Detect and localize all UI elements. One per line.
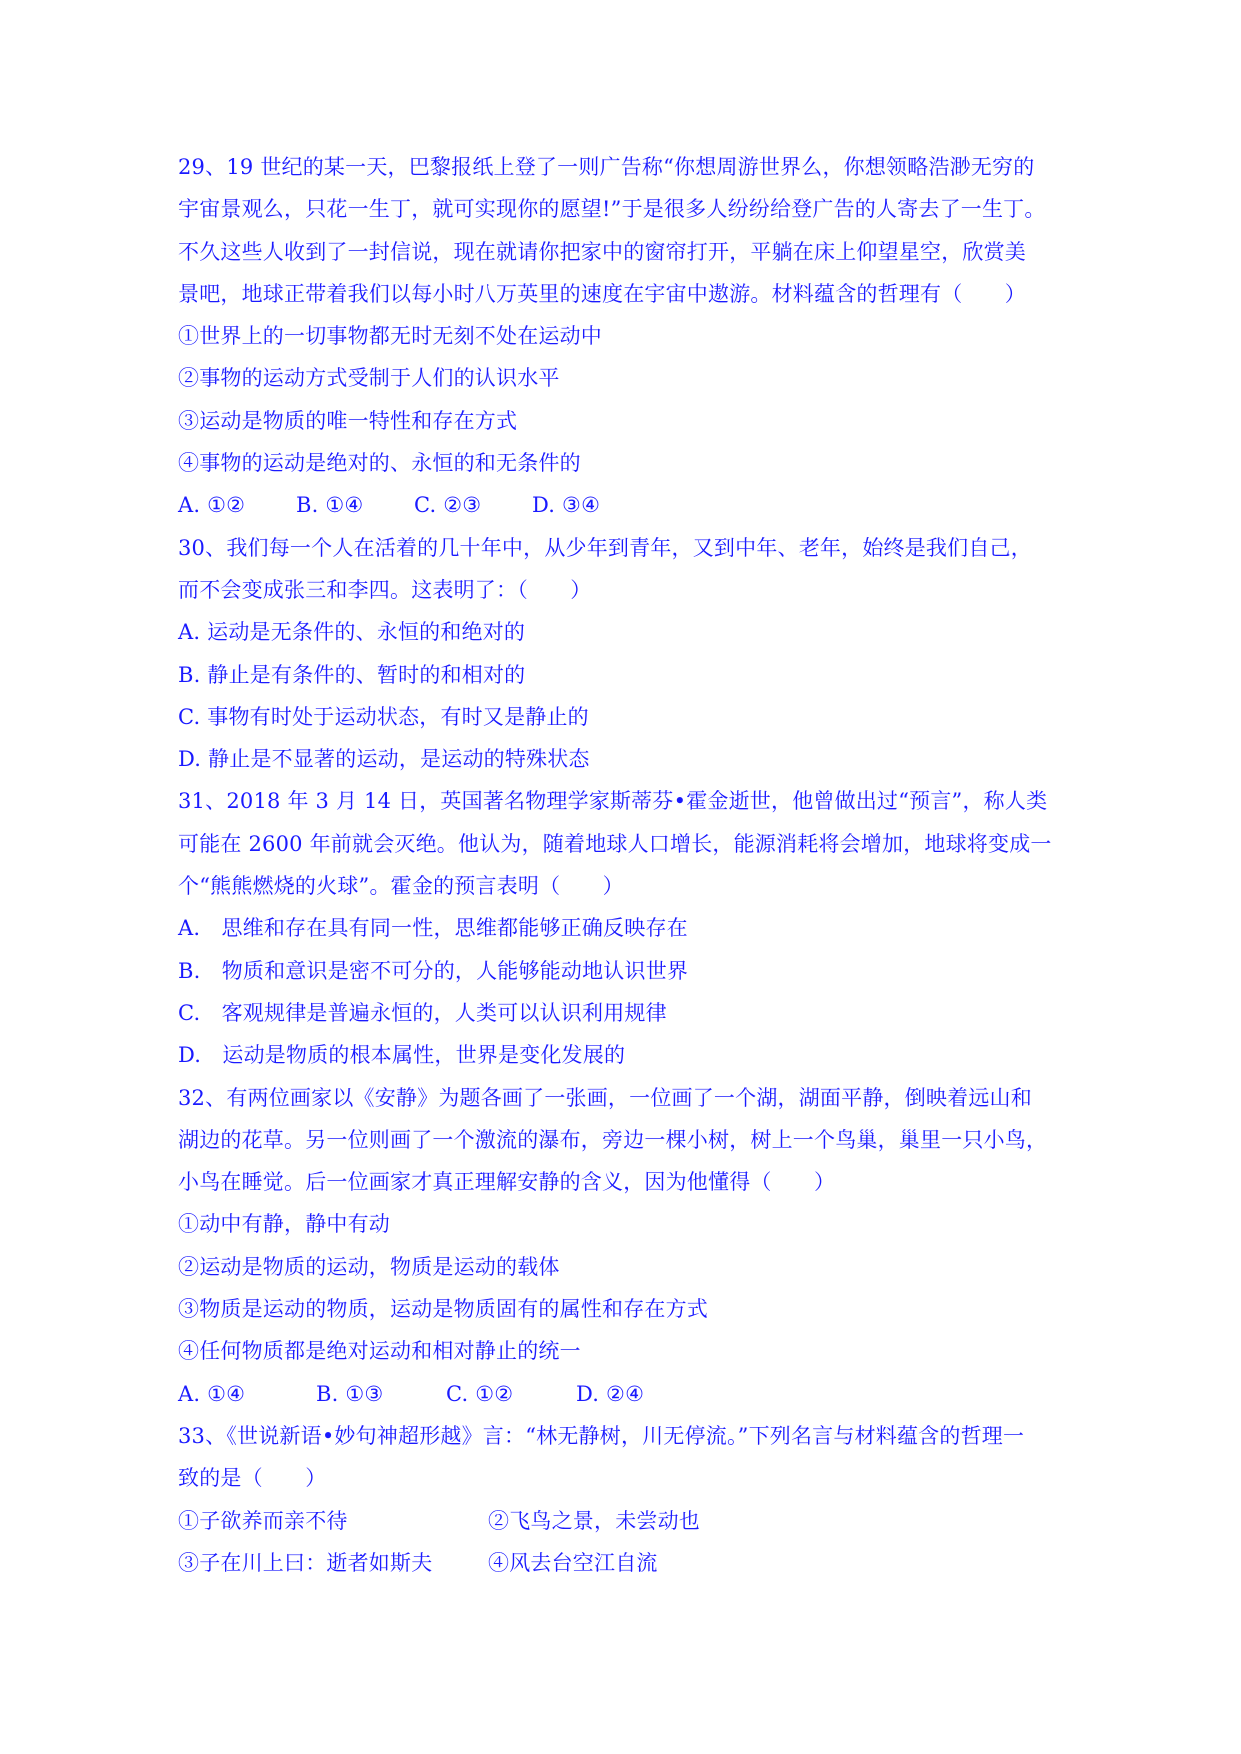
question-32-stem-line-3: 小鸟在睡觉。后一位画家才真正理解安静的含义，因为他懂得（ ） bbox=[178, 1170, 836, 1195]
question-33 bbox=[178, 1415, 1083, 1584]
question-33-statement-2: ②飞鸟之景，未尝动也 bbox=[488, 1508, 700, 1533]
question-30-stem-line-2: 而不会变成张三和李四。这表明了：（ ） bbox=[178, 577, 592, 602]
question-32-choice-d: D. ②④ bbox=[576, 1381, 645, 1406]
question-29-stem-line-1: 29、19 世纪的某一天，巴黎报纸上登了一则广告称“你想周游世界么，你想领略浩渺无穷的 bbox=[178, 155, 1035, 179]
question-33-statement-1: ①子欲养而亲不待 bbox=[178, 1508, 348, 1533]
question-29-stem-line-2: 宇宙景观么，只花一生丁，就可实现你的愿望!”于是很多人纷纷给登广告的人寄去了一生丁。 bbox=[178, 197, 1046, 222]
question-32-statement-3: ③物质是运动的物质，运动是物质固有的属性和存在方式 bbox=[178, 1297, 708, 1322]
question-31 bbox=[178, 780, 1083, 1076]
question-32-choice-b: B. ①③ bbox=[316, 1381, 384, 1406]
question-32-statement-4: ④任何物质都是绝对运动和相对静止的统一 bbox=[178, 1339, 581, 1364]
question-32-stem-line-2: 湖边的花草。另一位则画了一个激流的瀑布，旁边一棵小树，树上一个鸟巢，巢里一只小鸟， bbox=[178, 1127, 1048, 1152]
question-32-statement-1: ①动中有静，静中有动 bbox=[178, 1212, 390, 1237]
question-29-choice-b: B. ①④ bbox=[296, 493, 364, 518]
question-30-choice-a: A. 运动是无条件的、永恒的和绝对的 bbox=[178, 620, 526, 645]
question-32-statement-2: ②运动是物质的运动，物质是运动的载体 bbox=[178, 1254, 560, 1279]
question-29-choice-a: A. ①② bbox=[178, 493, 246, 518]
question-31-choice-c: C. 客观规律是普遍永恒的，人类可以认识利用规律 bbox=[178, 1000, 667, 1025]
question-29-answer-choices bbox=[178, 484, 1083, 526]
question-30-choice-c: C. 事物有时处于运动状态，有时又是静止的 bbox=[178, 704, 589, 729]
question-31-stem-line-2: 可能在 2600 年前就会灭绝。他认为，随着地球人口增长，能源消耗将会增加，地球将变成一 bbox=[178, 831, 1052, 856]
question-31-choice-d: D. 运动是物质的根本属性，世界是变化发展的 bbox=[178, 1043, 626, 1068]
question-33-stem-line-1: 33、《世说新语•妙句神超形越》言：“林无静树，川无停流。”下列名言与材料蕴含的哲理一 bbox=[178, 1423, 1025, 1448]
question-32-choice-c: C. ①② bbox=[446, 1381, 514, 1406]
question-29 bbox=[178, 146, 1083, 527]
question-29-statement-4: ④事物的运动是绝对的、永恒的和无条件的 bbox=[178, 451, 581, 476]
question-29-choice-d: D. ③④ bbox=[532, 493, 601, 518]
question-30-stem-line-1: 30、我们每一个人在活着的几十年中，从少年到青年，又到中年、老年，始终是我们自己， bbox=[178, 535, 1032, 560]
question-31-choice-b: B. 物质和意识是密不可分的，人能够能动地认识世界 bbox=[178, 958, 689, 983]
question-31-stem-line-3: 个“熊熊燃烧的火球”。霍金的预言表明（ ） bbox=[178, 874, 624, 899]
question-31-choice-a: A. 思维和存在具有同一性，思维都能够正确反映存在 bbox=[178, 916, 688, 941]
question-33-statement-3: ③子在川上曰：逝者如斯夫 bbox=[178, 1550, 433, 1575]
question-30 bbox=[178, 527, 1083, 781]
exam-page bbox=[178, 146, 1083, 1584]
question-29-stem-line-4: 景吧，地球正带着我们以每小时八万英里的速度在宇宙中遨游。材料蕴含的哲理有（ ） bbox=[178, 281, 1026, 306]
question-30-choice-d: D. 静止是不显著的运动，是运动的特殊状态 bbox=[178, 747, 590, 772]
question-29-choice-c: C. ②③ bbox=[414, 493, 482, 518]
question-33-statements-row-2 bbox=[178, 1542, 1083, 1584]
question-29-statement-3: ③运动是物质的唯一特性和存在方式 bbox=[178, 408, 518, 433]
question-33-stem-line-2: 致的是（ ） bbox=[178, 1466, 327, 1491]
question-29-stem-line-3: 不久这些人收到了一封信说，现在就请你把家中的窗帘打开，平躺在床上仰望星空，欣赏美 bbox=[178, 239, 1026, 264]
question-29-statement-1: ①世界上的一切事物都无时无刻不处在运动中 bbox=[178, 324, 602, 349]
question-32-choice-a: A. ①④ bbox=[178, 1381, 246, 1406]
question-32-stem-line-1: 32、有两位画家以《安静》为题各画了一张画，一位画了一个湖，湖面平静，倒映着远山和 bbox=[178, 1085, 1032, 1110]
question-33-statement-4: ④风去台空江自流 bbox=[488, 1550, 658, 1575]
question-33-statements-row-1 bbox=[178, 1500, 1083, 1542]
question-31-stem-line-1: 31、2018 年 3 月 14 日，英国著名物理学家斯蒂芬•霍金逝世，他曾做出过“预言”，称人类 bbox=[178, 789, 1048, 814]
question-32 bbox=[178, 1077, 1083, 1415]
question-30-choice-b: B. 静止是有条件的、暂时的和相对的 bbox=[178, 662, 526, 687]
question-32-answer-choices bbox=[178, 1373, 1083, 1415]
question-29-statement-2: ②事物的运动方式受制于人们的认识水平 bbox=[178, 366, 560, 391]
